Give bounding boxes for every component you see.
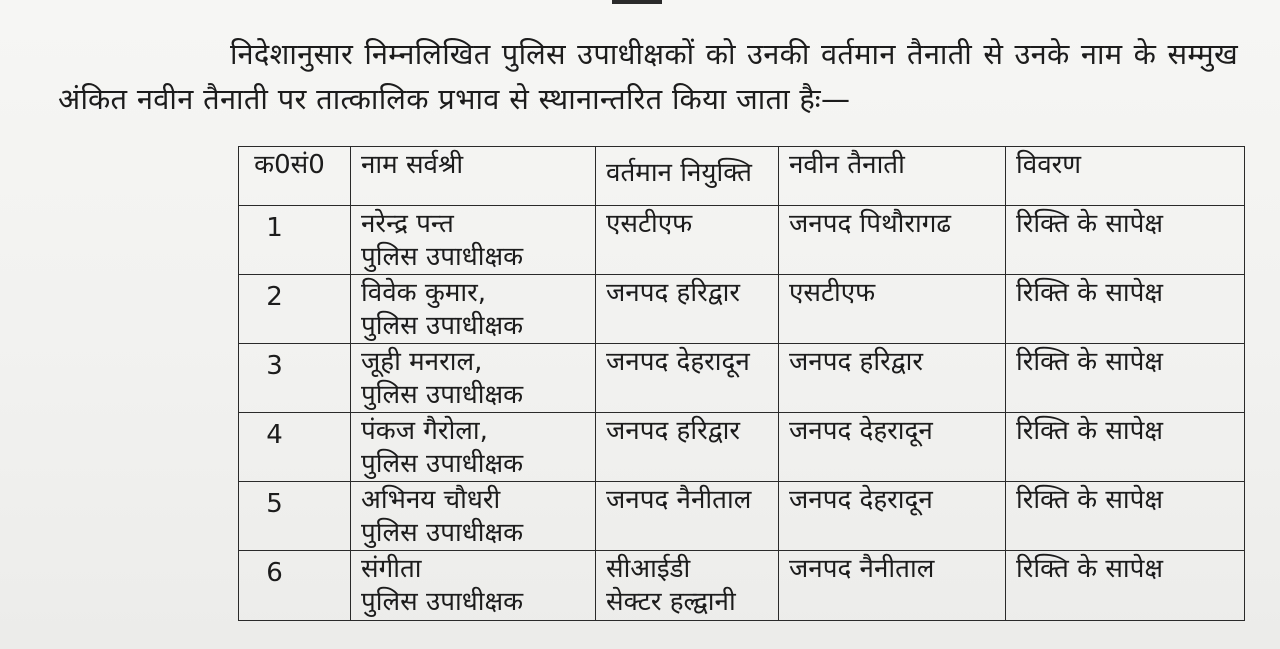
transfer-table [238,146,1245,621]
remarks: रिक्ति के सापेक्ष [1016,278,1164,308]
current-posting-cell [596,344,779,413]
serial-number-cell [239,275,351,344]
table-row [239,551,1245,621]
table-row [239,275,1245,344]
current-posting: एसटीएफ [606,209,693,239]
officer-name-cell [351,344,596,413]
officer-designation: पुलिस उपाधीक्षक [361,311,524,341]
col-header-new-posting: नवीन तैनाती [779,147,1006,206]
serial-number: 3 [266,351,283,381]
top-rule [612,0,662,4]
serial-number-cell [239,344,351,413]
current-posting: सीआईडी [606,554,691,584]
officer-name: विवेक कुमार, [361,278,487,308]
officer-name-cell [351,551,596,621]
new-posting-cell [779,344,1006,413]
current-posting-cell [596,482,779,551]
current-posting-cell [596,206,779,275]
new-posting: जनपद हरिद्वार [789,347,924,377]
serial-number-cell [239,482,351,551]
current-posting: जनपद देहरादून [606,347,750,377]
current-posting-cell [596,413,779,482]
officer-name: अभिनय चौधरी [361,485,501,515]
remarks-cell [1006,344,1245,413]
officer-name-cell [351,413,596,482]
new-posting-cell [779,206,1006,275]
remarks-cell [1006,482,1245,551]
new-posting: जनपद पिथौरागढ [789,209,952,239]
remarks: रिक्ति के सापेक्ष [1016,416,1164,446]
current-posting-line2: सेक्टर हल्द्वानी [606,587,736,617]
remarks: रिक्ति के सापेक्ष [1016,209,1164,239]
remarks: रिक्ति के सापेक्ष [1016,554,1164,584]
serial-number: 1 [266,213,283,243]
table-row [239,482,1245,551]
current-posting-cell [596,551,779,621]
col-header-current-posting: वर्तमान नियुक्ति [596,147,779,206]
table-row [239,344,1245,413]
current-posting-cell [596,275,779,344]
officer-name-cell [351,275,596,344]
officer-designation: पुलिस उपाधीक्षक [361,380,524,410]
new-posting: जनपद देहरादून [789,416,933,446]
officer-designation: पुलिस उपाधीक्षक [361,242,524,272]
table-row [239,206,1245,275]
current-posting: जनपद हरिद्वार [606,416,741,446]
remarks-cell [1006,413,1245,482]
table-row [239,413,1245,482]
new-posting: जनपद देहरादून [789,485,933,515]
current-posting: जनपद हरिद्वार [606,278,741,308]
new-posting-cell [779,482,1006,551]
new-posting-cell [779,275,1006,344]
officer-name-cell [351,206,596,275]
new-posting-cell [779,413,1006,482]
officer-name: जूही मनराल, [361,347,483,377]
remarks: रिक्ति के सापेक्ष [1016,485,1164,515]
officer-designation: पुलिस उपाधीक्षक [361,587,524,617]
officer-name: पंकज गैरोला, [361,416,488,446]
serial-number: 6 [266,558,283,588]
col-header-serial: क0सं0 [239,147,351,206]
remarks-cell [1006,275,1245,344]
serial-number: 5 [266,489,283,519]
serial-number: 4 [266,420,283,450]
remarks-cell [1006,206,1245,275]
table-header-row [239,147,1245,206]
officer-name-cell [351,482,596,551]
new-posting: जनपद नैनीताल [789,554,935,584]
new-posting: एसटीएफ [789,278,876,308]
new-posting-cell [779,551,1006,621]
remarks-cell [1006,551,1245,621]
col-header-remarks: विवरण [1006,147,1245,206]
officer-name: संगीता [361,554,422,584]
remarks: रिक्ति के सापेक्ष [1016,347,1164,377]
officer-designation: पुलिस उपाधीक्षक [361,518,524,548]
serial-number: 2 [266,282,283,312]
officer-designation: पुलिस उपाधीक्षक [361,449,524,479]
intro-paragraph: निदेशानुसार निम्नलिखित पुलिस उपाधीक्षकों को उनकी वर्तमान तैनाती से उनके नाम के सम्मुख अंकित नवीन तैनाती पर तात्कालिक प्रभाव से स्थानान्तरित किया जाता हैः— [58,37,1238,116]
serial-number-cell [239,413,351,482]
serial-number-cell [239,551,351,621]
current-posting: जनपद नैनीताल [606,485,752,515]
col-header-name: नाम सर्वश्री [351,147,596,206]
officer-name: नरेन्द्र पन्त [361,209,454,239]
serial-number-cell [239,206,351,275]
